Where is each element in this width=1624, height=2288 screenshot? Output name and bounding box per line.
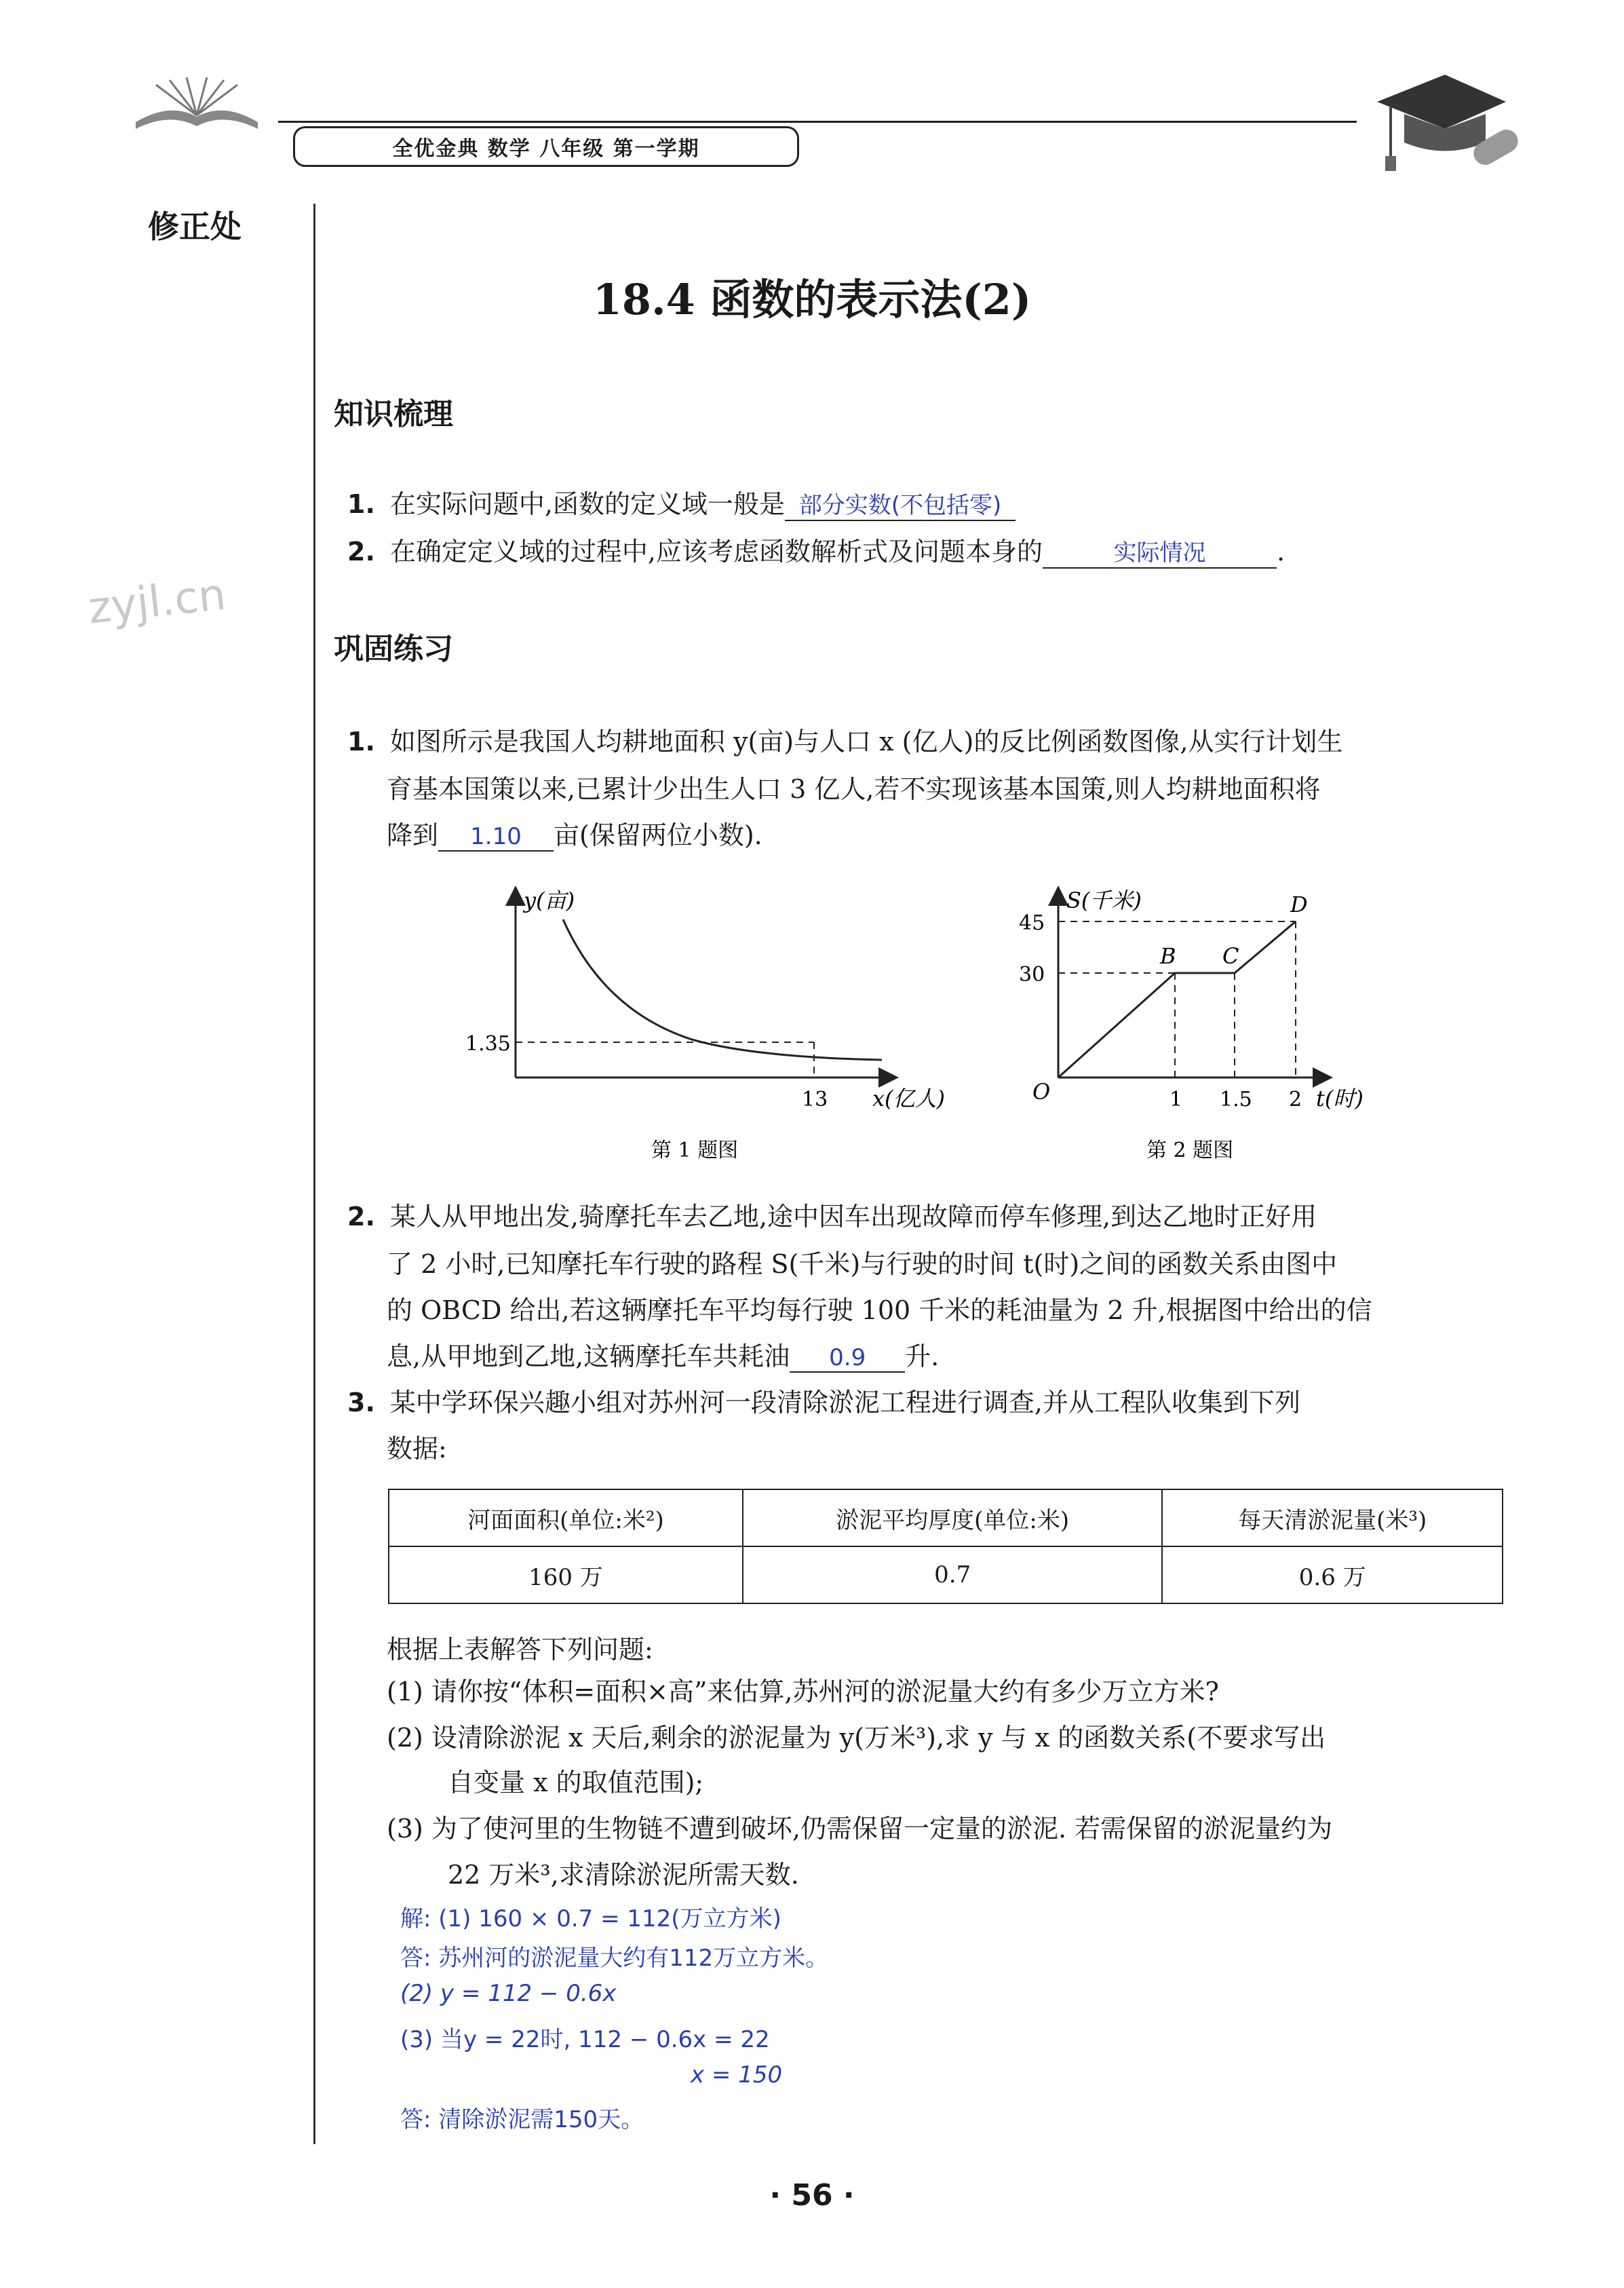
q3-sub3-a: (3) 为了使河里的生物链不遭到破坏,仍需保留一定量的淤泥. 若需保留的淤泥量约为 xyxy=(387,1814,1333,1844)
fig2-y-tick-45: 45 xyxy=(1019,911,1045,935)
section-practice: 巩固练习 xyxy=(334,632,453,666)
fig2-point-D: D xyxy=(1290,892,1308,917)
fig1-xlabel: x(亿人) xyxy=(872,1086,946,1111)
margin-divider xyxy=(313,204,315,2144)
q3-intro: 根据上表解答下列问题: xyxy=(387,1635,653,1664)
question-number: 2. xyxy=(347,1202,375,1232)
fig2-y-tick-30: 30 xyxy=(1019,963,1045,987)
q1-text: 如图所示是我国人均耕地面积 y(亩)与人口 x (亿人)的反比例函数图像,从实行计划生 xyxy=(389,727,1343,757)
fig2-x-tick-2: 2 xyxy=(1289,1088,1302,1111)
q3-sub2-b: 自变量 x 的取值范围); xyxy=(448,1768,704,1797)
figure-1 xyxy=(448,882,950,1167)
page-number: · 56 · xyxy=(769,2178,855,2213)
fig2-ylabel: S(千米) xyxy=(1066,888,1142,913)
fig2-point-C: C xyxy=(1222,943,1239,969)
fig2-point-B: B xyxy=(1160,943,1176,969)
fig1-x-tick: 13 xyxy=(802,1088,828,1111)
q2-post: 升. xyxy=(905,1341,940,1371)
fig2-caption: 第 2 题图 xyxy=(1146,1139,1234,1162)
fig2-path-OBCD xyxy=(1058,921,1296,1078)
table-header: 每天清淤泥量(米³) xyxy=(1162,1489,1503,1546)
q2-line4 xyxy=(387,1335,939,1373)
solution-line-5: x = 150 xyxy=(691,2061,783,2089)
q3-line1 xyxy=(347,1381,1300,1419)
solution-line-1: 解: (1) 160 × 0.7 = 112(万立方米) xyxy=(400,1905,781,1932)
q2-text: 某人从甲地出发,骑摩托车去乙地,途中因车出现故障而停车修理,到达乙地时正好用 xyxy=(389,1202,1317,1232)
table-cell: 160 万 xyxy=(389,1546,743,1603)
q3-sub2-a: (2) 设清除淤泥 x 天后,剩余的淤泥量为 y(万米³),求 y 与 x 的函数关系(不要求写出 xyxy=(387,1723,1326,1753)
q1-post: 亩(保留两位小数). xyxy=(554,820,762,850)
solution-line-4: (3) 当y = 22时, 112 − 0.6x = 22 xyxy=(400,2026,770,2053)
question-number: 1. xyxy=(347,727,375,757)
q1-line2: 育基本国策以来,已累计少出生人口 3 亿人,若不实现该基本国策,则人均耕地面积将 xyxy=(387,774,1321,804)
q2-answer: 0.9 xyxy=(790,1344,905,1373)
q3-sub3-b: 22 万米³,求清除淤泥所需天数. xyxy=(448,1860,799,1890)
question-number: 3. xyxy=(347,1388,375,1417)
q1-pre: 降到 xyxy=(387,820,439,850)
table-row xyxy=(389,1546,1503,1603)
page-title: 18.4 函数的表示法(2) xyxy=(592,275,1032,324)
table-header: 淤泥平均厚度(单位:米) xyxy=(743,1489,1163,1546)
figure-2 xyxy=(1004,882,1425,1167)
answer-blank: 实际情况 xyxy=(1043,534,1277,569)
fig1-curve xyxy=(563,919,882,1060)
book-icon xyxy=(129,75,265,136)
q1-line3 xyxy=(387,814,762,852)
q2-line2: 了 2 小时,已知摩托车行驶的路程 S(千米)与行驶的时间 t(时)之间的函数关系由图中 xyxy=(387,1249,1338,1279)
q1-answer: 1.10 xyxy=(438,823,554,852)
fig2-xlabel: t(时) xyxy=(1316,1086,1364,1111)
table-cell: 0.7 xyxy=(743,1546,1163,1603)
section-knowledge: 知识梳理 xyxy=(334,397,453,432)
correction-label: 修正处 xyxy=(148,208,241,245)
graduation-cap-icon xyxy=(1370,61,1520,176)
q3-sub1: (1) 请你按“体积=面积×高”来估算,苏州河的淤泥量大约有多少万立方米? xyxy=(387,1677,1219,1707)
fig1-ylabel: y(亩) xyxy=(524,888,575,913)
fig2-origin: O xyxy=(1032,1079,1051,1105)
solution-line-6: 答: 清除淤泥需150天。 xyxy=(400,2106,644,2133)
item-number: 1. xyxy=(347,489,375,519)
book-title: 全优金典 数学 八年级 第一学期 xyxy=(293,126,799,167)
q3-line2: 数据: xyxy=(387,1434,447,1464)
fig2-x-tick-15: 1.5 xyxy=(1220,1088,1252,1111)
fig1-caption: 第 1 题图 xyxy=(651,1139,739,1162)
table-header-row xyxy=(389,1489,1503,1546)
q1-line1 xyxy=(347,721,1342,758)
header-rule xyxy=(278,121,1357,123)
solution-line-2: 答: 苏州河的淤泥量大约有112万立方米。 xyxy=(400,1945,829,1972)
fig2-x-tick-1: 1 xyxy=(1169,1088,1183,1111)
solution-line-3: (2) y = 112 − 0.6x xyxy=(400,1980,617,2007)
item-text: 在实际问题中,函数的定义域一般是 xyxy=(389,489,785,519)
table-header: 河面面积(单位:米²) xyxy=(389,1489,743,1546)
q2-line1 xyxy=(347,1196,1317,1233)
watermark: zyjl.cn xyxy=(85,569,229,634)
q2-pre: 息,从甲地到乙地,这辆摩托车共耗油 xyxy=(387,1341,790,1371)
q3-text: 某中学环保兴趣小组对苏州河一段清除淤泥工程进行调查,并从工程队收集到下列 xyxy=(389,1388,1300,1417)
q2-line3: 的 OBCD 给出,若这辆摩托车平均每行驶 100 千米的耗油量为 2 升,根据图中给出的信 xyxy=(387,1295,1372,1325)
answer-blank: 部分实数(不包括零) xyxy=(785,487,1016,521)
knowledge-item-1 xyxy=(347,483,1016,521)
table-cell: 0.6 万 xyxy=(1162,1546,1503,1603)
fig1-y-tick: 1.35 xyxy=(465,1032,511,1056)
knowledge-item-2 xyxy=(347,531,1285,569)
item-text: 在确定定义域的过程中,应该考虑函数解析式及问题本身的 xyxy=(389,537,1043,567)
item-tail: . xyxy=(1276,537,1285,567)
item-number: 2. xyxy=(347,537,375,567)
data-table xyxy=(388,1489,1503,1604)
